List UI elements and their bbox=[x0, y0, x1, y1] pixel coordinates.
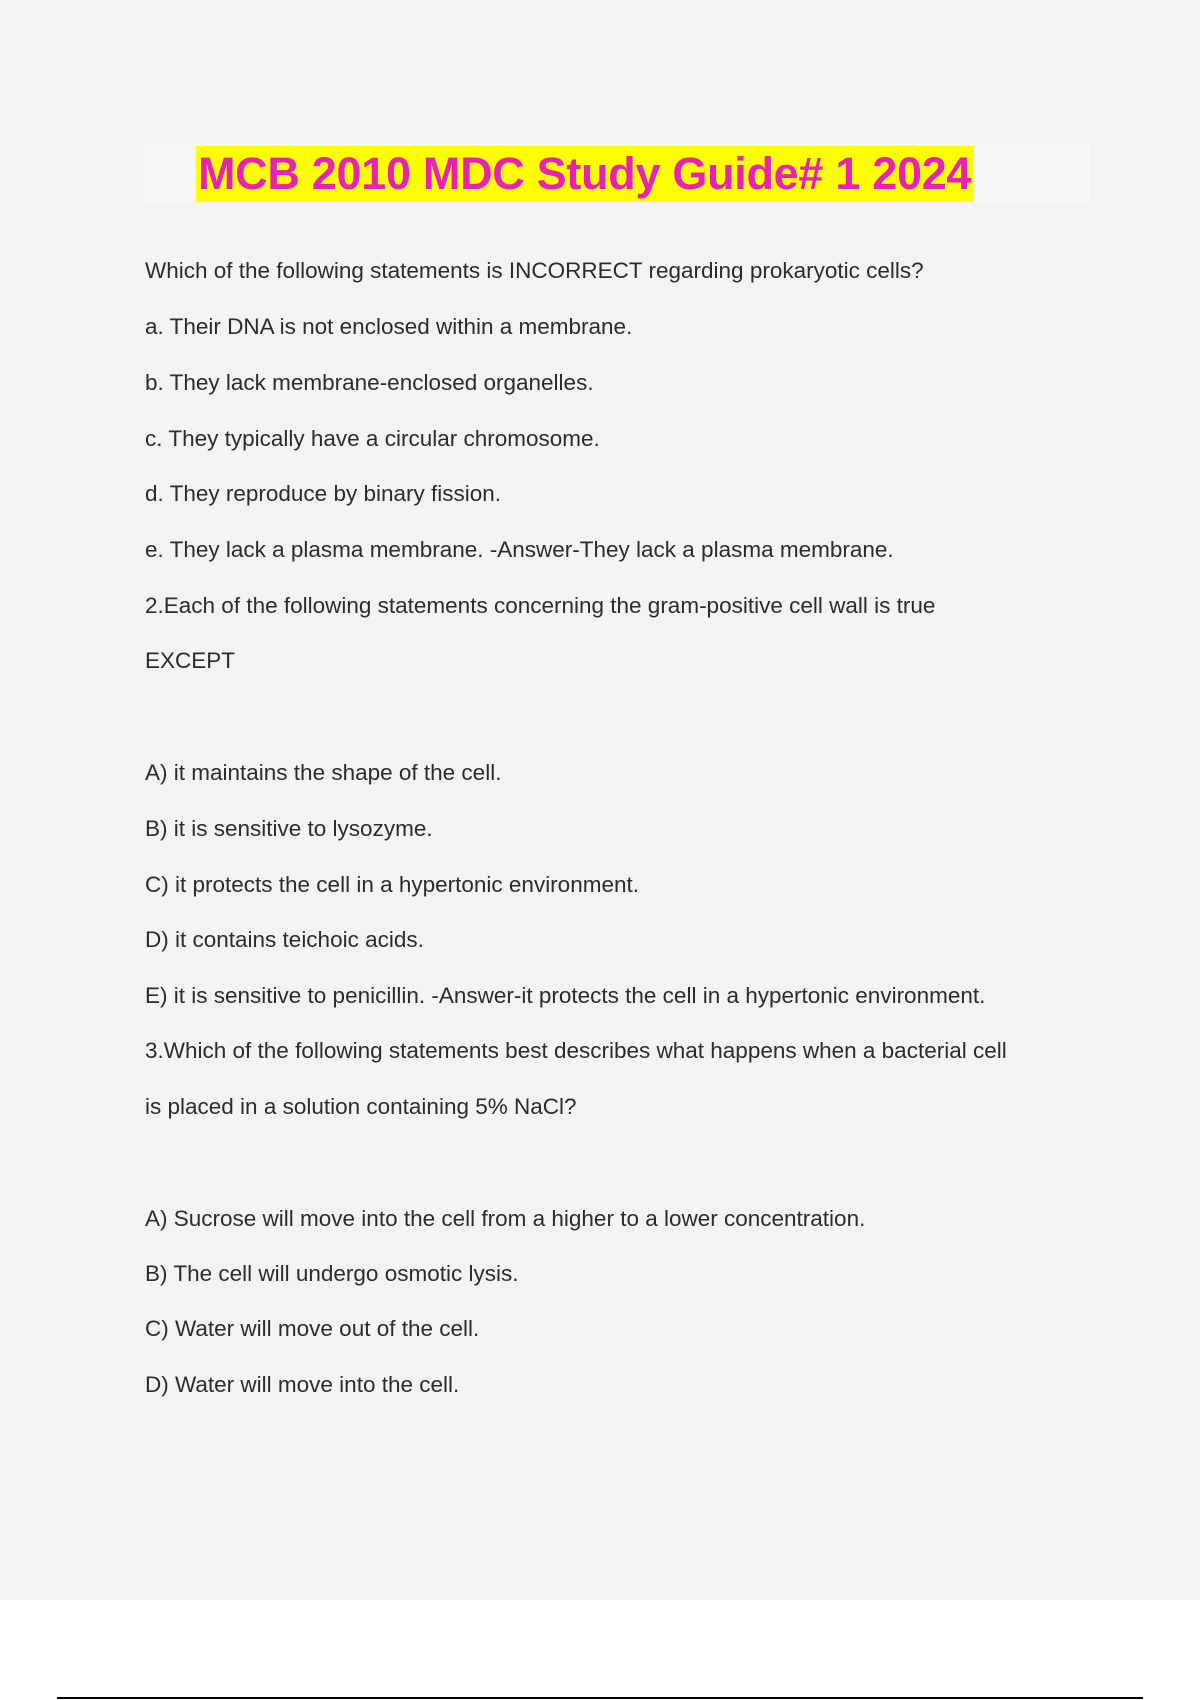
question-1-option-c: c. They typically have a circular chromosome. bbox=[145, 426, 600, 451]
question-3-option-b: B) The cell will undergo osmotic lysis. bbox=[145, 1261, 519, 1286]
question-2-option-c: C) it protects the cell in a hypertonic environment. bbox=[145, 872, 639, 897]
question-1-text: Which of the following statements is INCORRECT regarding prokaryotic cells? bbox=[145, 258, 924, 283]
question-3-option-a: A) Sucrose will move into the cell from a higher to a lower concentration. bbox=[145, 1206, 866, 1231]
question-3-text-line-2: is placed in a solution containing 5% NaCl? bbox=[145, 1094, 577, 1119]
question-2-text-line-1: 2.Each of the following statements concerning the gram-positive cell wall is true bbox=[145, 593, 936, 618]
question-1-option-b: b. They lack membrane-enclosed organelles. bbox=[145, 370, 594, 395]
question-3-option-c: C) Water will move out of the cell. bbox=[145, 1316, 480, 1341]
question-2-option-d: D) it contains teichoic acids. bbox=[145, 927, 424, 952]
question-1-option-d: d. They reproduce by binary fission. bbox=[145, 481, 502, 506]
question-2-text-line-2: EXCEPT bbox=[145, 648, 236, 673]
footer-rule bbox=[57, 1697, 1143, 1699]
question-2-option-e-answer: E) it is sensitive to penicillin. -Answer-it protects the cell in a hypertonic environment. bbox=[145, 983, 986, 1008]
question-1-option-a: a. Their DNA is not enclosed within a membrane. bbox=[145, 314, 633, 339]
question-2-option-a: A) it maintains the shape of the cell. bbox=[145, 760, 502, 785]
document-title: MCB 2010 MDC Study Guide# 1 2024 bbox=[196, 146, 973, 202]
question-3-option-d: D) Water will move into the cell. bbox=[145, 1372, 460, 1397]
question-3-text-line-1: 3.Which of the following statements best describes what happens when a bacterial cell bbox=[145, 1038, 1007, 1063]
question-2-option-b: B) it is sensitive to lysozyme. bbox=[145, 816, 433, 841]
question-1-option-e-answer: e. They lack a plasma membrane. -Answer-They lack a plasma membrane. bbox=[145, 537, 894, 562]
